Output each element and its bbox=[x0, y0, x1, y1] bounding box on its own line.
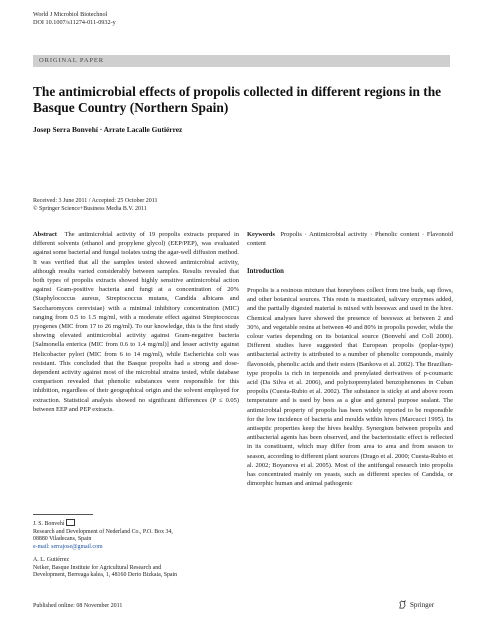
affiliation-line: 08880 Viladecans, Spain bbox=[33, 536, 92, 543]
abstract-section bbox=[33, 230, 239, 414]
affiliation-2 bbox=[33, 557, 243, 580]
keywords-section bbox=[247, 230, 453, 248]
author-list: Josep Serra Bonvehí · Arrate Lacalle Gutiérrez bbox=[33, 125, 183, 134]
affiliation-author-1: J. S. Bonvehí bbox=[33, 521, 65, 527]
footnote-divider bbox=[33, 514, 93, 515]
received-accepted: Received: 3 June 2011 / Accepted: 25 October 2011 bbox=[33, 198, 158, 204]
published-online: Published online: 08 November 2011 bbox=[33, 603, 123, 609]
article-dates bbox=[33, 197, 158, 213]
article-type-banner bbox=[33, 55, 450, 67]
email-link[interactable]: e-mail: serrajose@gmail.com bbox=[33, 543, 103, 550]
affiliation-line: Development, Berreaga kalea, 1, 48160 Derio Bizkaia, Spain bbox=[33, 572, 178, 579]
introduction-text: Propolis is a resinous mixture that honeybees collect from tree buds, sap flows, and other botanical sources. This resin is masticated, salivary enzymes added, and the partially digested material is mixed with beeswax and used in the hive. Chemical analyses have showed the presence of beeswax at between 2 and 30%, and vegetable resins at between 40 and 80% in propolis powder, while the colour varies depending on its botanical source (Bonvehí and Coll 2000). Different studies have suggested that European propolis (poplar-type) antibacterial activity is attributed to a number of phenolic compounds, mainly flavonoids, phenolic acids and their esters (Bankova et al. 2002). The Brazilian-type propolis is rich in terpenoids and prenylated derivatives of p-coumaric acid (Da Silva et al. 2006), and polyisoprenylated benzophenones in Cuban propolis (Cuesta-Rubio et al. 2002). The substance is sticky at and above room temperature and is used by bees as a glue and general purpose sealant. The antimicrobial property of propolis has been widely reported to be responsible for the low incidence of bacteria and moulds within hives (Marcucci 1995). Its antiseptic properties keep the hives healthy. Synergism between propolis and antibacterial agents has been observed, and the bacteriostatic effect is reflected in its constituent, which may differ from area to area and from season to season, according to different plant sources (Drago et al. 2000; Cuesta-Rubio et al. 2002; Boyanova et al. 2005). Most of the antifungal research into propolis has concentrated mainly on yeasts, such as different species of Candida, or dimorphic human and animal pathogenic bbox=[247, 287, 453, 488]
copyright: © Springer Science+Business Media B.V. 2011 bbox=[33, 206, 147, 212]
affiliation-author-2: A. L. Gutiérrez bbox=[33, 557, 69, 563]
introduction-heading: Introduction bbox=[247, 268, 284, 275]
keywords-heading: Keywords bbox=[247, 231, 275, 238]
abstract-heading: Abstract bbox=[33, 231, 57, 238]
affiliation-1 bbox=[33, 519, 243, 551]
abstract-text: The antimicrobial activity of 19 propolis extracts prepared in different solvents (ethanol and propylene glycol) (EEP/PEP), was evaluated against some bacterial and fungal isolates using the agar-well diffusion method. It was verified that all the samples tested showed antimicrobial activity, although results varied considerably between samples. Results revealed that both types of propolis extracts showed highly sensitive antimicrobial action against Gram-positive bacteria and fungi at a concentration of 20% (Staphylococcus aureus, Streptococcus mutans, Candida albicans and Saccharomyces cerevisiae) with a minimal inhibitory concentration (MIC) ranging from 0.5 to 1.5 mg/ml, with a moderate effect against Streptococcus pyogenes (MIC from 17 to 26 mg/ml). To our knowledge, this is the first study showing elevated antimicrobial activity against Gram-negative bacteria [Salmonella enterica (MIC from 0.6 to 1.4 mg/ml)] and lesser activity against Helicobacter pylori (MIC from 6 to 14 mg/ml), while Escherichia coli was resistant. This concluded that the Basque propolis had a strong and dose-dependent activity against most of the microbial strains tested, while database comparison revealed that phenolic substances were responsible for this inhibition, regardless of their geographical origin and the solvent employed for extraction. Statistical analysis showed no significant differences (P ≤ 0.05) between EEP and PEP extracts. bbox=[33, 231, 240, 413]
springer-horse-icon bbox=[398, 600, 407, 609]
affiliation-line: Research and Development of Nederland Co., P.O. Box 34, bbox=[33, 528, 173, 535]
envelope-icon bbox=[66, 519, 75, 526]
article-type-label: ORIGINAL PAPER bbox=[39, 57, 105, 64]
keywords-text: Propolis · Antimicrobial activity · Phenolic content · Flavonoid content bbox=[247, 231, 454, 248]
publisher-name: Springer bbox=[410, 600, 435, 609]
journal-header bbox=[33, 11, 116, 27]
journal-name: World J Microbiol Biotechnol bbox=[33, 11, 108, 18]
article-title: The antimicrobial effects of propolis collected in different regions in the Basque Country (Northern Spain) bbox=[33, 84, 442, 115]
doi: DOI 10.1007/s11274-011-0932-y bbox=[33, 19, 116, 26]
publisher-logo bbox=[398, 600, 434, 609]
affiliation-line: Neiker, Basque Institute for Agricultural Research and bbox=[33, 564, 162, 571]
